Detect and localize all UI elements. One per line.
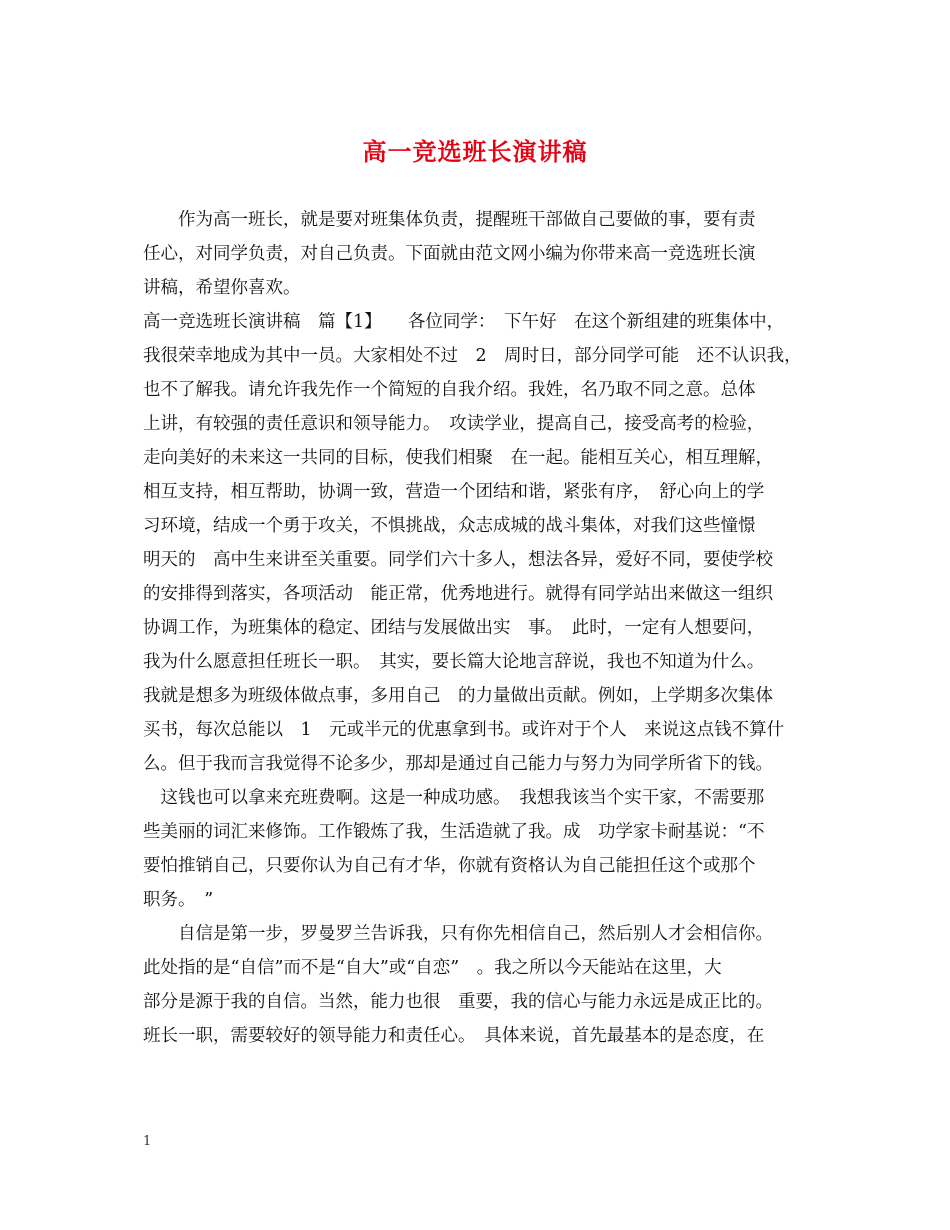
text-line: 我就是想多为班级体做点事，多用自己 的力量做出贡献。例如，上学期多次集体 (143, 686, 773, 706)
text-line: 么。但于我而言我觉得不论多少，那却是通过自己能力与努力为同学所省下的钱。 (143, 754, 773, 774)
page-title: 高一竞选班长演讲稿 (362, 137, 588, 166)
text-line: 自信是第一步，罗曼罗兰告诉我，只有你先相信自己，然后别人才会相信你。 (143, 924, 773, 944)
text-line: 任心，对同学负责，对自己负责。下面就由范文网小编为你带来高一竞选班长演 (143, 244, 756, 264)
text-line: 明天的 高中生来讲至关重要。同学们六十多人，想法各异，爱好不同，要使学校 (143, 550, 773, 570)
body-text (143, 203, 833, 1053)
text-line: 我为什么愿意担任班长一职。 其实，要长篇大论地言辞说，我也不知道为什么。 (143, 652, 765, 672)
text-line: 走向美好的未来这一共同的目标，使我们相聚 在一起。能相互关心，相互理解， (143, 448, 773, 468)
text-line: 买书，每次总能以 1 元或半元的优惠拿到书。或许对于个人 来说这点钱不算什 (143, 720, 785, 740)
text-line: 高一竞选班长演讲稿 篇【1】 各位同学： 下午好 在这个新组建的班集体中， (143, 312, 785, 332)
text-line: 些美丽的词汇来修饰。工作锻炼了我，生活造就了我。成 功学家卡耐基说：“不 (143, 822, 765, 842)
text-line: 此处指的是“自信”而不是“自大”或“自恋” 。我之所以今天能站在这里，大 (143, 958, 722, 978)
text-line: 作为高一班长，就是要对班集体负责，提醒班干部做自己要做的事，要有责 (143, 210, 756, 230)
text-line: 上讲，有较强的责任意识和领导能力。 攻读学业，提高自己，接受高考的检验， (143, 414, 765, 434)
text-line: 也不了解我。请允许我先作一个简短的自我介绍。我姓，名乃取不同之意。总体 (143, 380, 756, 400)
text-line: 要怕推销自己，只要你认为自己有才华，你就有资格认为自己能担任这个或那个 (143, 856, 756, 876)
text-line: 部分是源于我的自信。当然，能力也很 重要，我的信心与能力永远是成正比的。 (143, 992, 773, 1012)
text-line: 协调工作，为班集体的稳定、团结与发展做出实 事。 此时，一定有人想要问， (143, 618, 765, 638)
text-line: 我很荣幸地成为其中一员。大家相处不过 2 周时日，部分同学可能 还不认识我， (143, 346, 802, 366)
text-line: 班长一职，需要较好的领导能力和责任心。 具体来说，首先最基本的是态度，在 (143, 1026, 765, 1046)
text-line: 职务。 ” (143, 890, 214, 910)
text-line: 习环境，结成一个勇于攻关，不惧挑战，众志成城的战斗集体，对我们这些憧憬 (143, 516, 756, 536)
text-line: 相互支持，相互帮助，协调一致，营造一个团结和谐，紧张有序， 舒心向上的学 (143, 482, 765, 502)
text-line: 这钱也可以拿来充班费啊。这是一种成功感。 我想我该当个实干家，不需要那 (143, 788, 765, 808)
text-line: 讲稿，希望你喜欢。 (143, 278, 301, 298)
text-line: 的安排得到落实，各项活动 能正常，优秀地进行。就得有同学站出来做这一组织 (143, 584, 773, 604)
page-number: 1 (143, 1134, 152, 1149)
